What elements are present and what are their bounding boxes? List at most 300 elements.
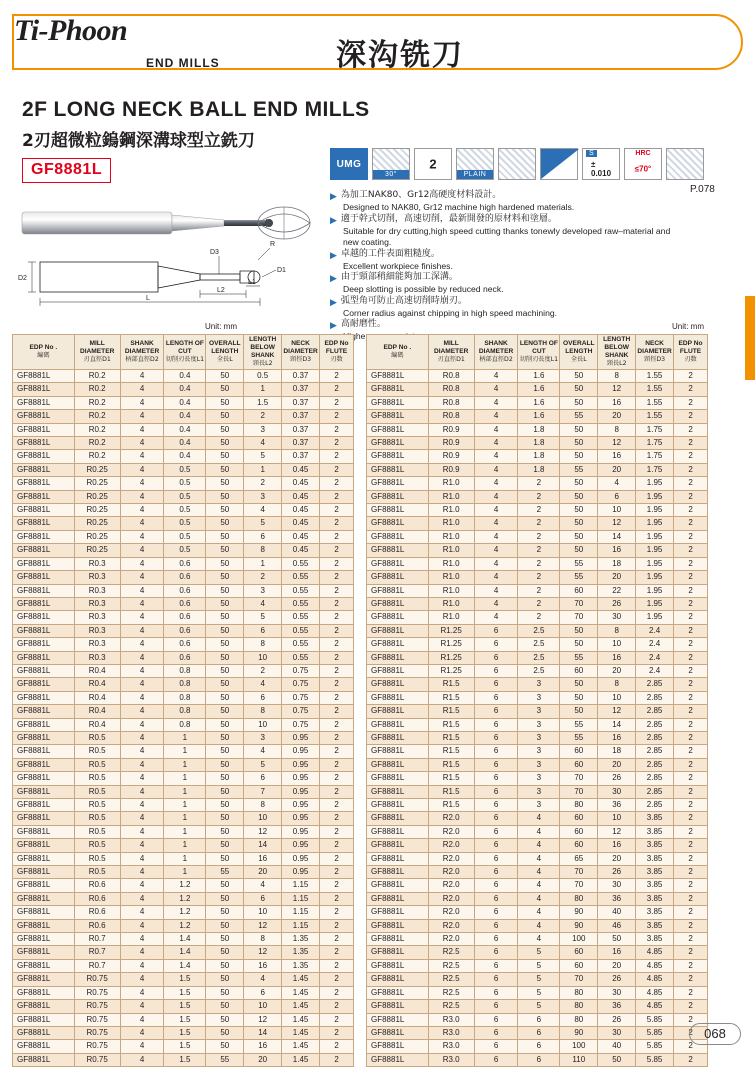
table-cell: 4	[120, 812, 164, 825]
table-cell: 1.8	[518, 423, 560, 436]
table-cell: 2	[674, 597, 708, 610]
th-mill-diameter: MILL DIAMETER 刃直徑D1	[428, 335, 474, 370]
table-cell: 2	[320, 959, 354, 972]
brand-title-chinese: 深沟铣刀	[336, 38, 464, 73]
table-cell: 2	[518, 490, 560, 503]
table-cell: 60	[560, 946, 598, 959]
table-cell: 5	[244, 611, 282, 624]
table-cell: R0.75	[74, 986, 120, 999]
table-cell: 6	[518, 1040, 560, 1053]
table-cell: 50	[206, 906, 244, 919]
table-cell: 0.45	[282, 504, 320, 517]
table-cell: 80	[560, 1013, 598, 1026]
dim-label-l1: L1	[248, 279, 256, 286]
table-cell: 4	[120, 664, 164, 677]
list-item	[330, 272, 682, 284]
table-cell: GF8881L	[367, 530, 429, 543]
table-cell: 1.75	[636, 450, 674, 463]
flute-count-icon-label: 2	[429, 156, 437, 172]
spec-icon-strip	[330, 148, 704, 180]
table-cell: 0.5	[164, 463, 206, 476]
table-cell: 2	[674, 410, 708, 423]
tolerance-icon-label: S	[586, 150, 597, 157]
table-cell: 16	[598, 839, 636, 852]
table-cell: 4	[518, 852, 560, 865]
table-cell: R0.5	[74, 758, 120, 771]
table-cell: 1.8	[518, 450, 560, 463]
table-cell: 0.5	[164, 517, 206, 530]
table-cell: 20	[598, 758, 636, 771]
table-cell: 50	[560, 383, 598, 396]
table-row	[367, 758, 708, 771]
unit-note-right: Unit: mm	[672, 322, 704, 331]
list-item	[330, 296, 682, 308]
long-neck-icon	[498, 148, 536, 180]
table-cell: GF8881L	[367, 678, 429, 691]
table-cell: 3.85	[636, 879, 674, 892]
table-cell: GF8881L	[13, 490, 75, 503]
table-cell: 3	[518, 785, 560, 798]
table-cell: 2.85	[636, 772, 674, 785]
table-cell: 16	[244, 959, 282, 972]
table-cell: GF8881L	[367, 1040, 429, 1053]
tool-drawing-svg	[14, 190, 314, 320]
table-cell: 0.6	[164, 638, 206, 651]
table-cell: 1.5	[164, 1026, 206, 1039]
table-cell: 4	[474, 437, 518, 450]
table-row	[13, 691, 354, 704]
table-cell: 2	[674, 370, 708, 383]
feature-text-en: Higher	[343, 331, 369, 341]
table-cell: 2	[320, 772, 354, 785]
table-cell: 4	[474, 410, 518, 423]
table-row	[367, 678, 708, 691]
table-cell: R0.2	[74, 383, 120, 396]
th-neck-diameter: NECK DIAMETER 頸徑D3	[282, 335, 320, 370]
table-cell: 50	[560, 530, 598, 543]
table-cell: 2	[674, 530, 708, 543]
table-cell: R0.3	[74, 651, 120, 664]
table-row	[13, 423, 354, 436]
unit-note-left: Unit: mm	[205, 322, 237, 331]
table-cell: GF8881L	[13, 1053, 75, 1066]
table-row	[367, 946, 708, 959]
table-cell: 4	[120, 718, 164, 731]
table-cell: 1.95	[636, 571, 674, 584]
table-cell: 80	[560, 986, 598, 999]
table-cell: 0.37	[282, 410, 320, 423]
table-cell: R3.0	[428, 1026, 474, 1039]
table-cell: 1.5	[244, 396, 282, 409]
table-cell: 4	[474, 597, 518, 610]
table-row	[367, 705, 708, 718]
table-cell: GF8881L	[367, 785, 429, 798]
table-cell: 2.85	[636, 799, 674, 812]
plain-shank-icon-label: PLAIN	[457, 170, 493, 179]
table-cell: 2	[674, 463, 708, 476]
table-cell: 2	[244, 410, 282, 423]
table-cell: 16	[598, 651, 636, 664]
table-cell: 4	[120, 678, 164, 691]
table-cell: 0.95	[282, 785, 320, 798]
table-cell: 20	[598, 571, 636, 584]
table-cell: 2	[518, 557, 560, 570]
table-cell: 6	[474, 1000, 518, 1013]
table-row	[13, 1026, 354, 1039]
table-cell: 0.95	[282, 825, 320, 838]
table-cell: 50	[206, 718, 244, 731]
table-cell: 2	[320, 423, 354, 436]
table-cell: R1.5	[428, 691, 474, 704]
table-cell: 6	[474, 651, 518, 664]
table-cell: 50	[560, 437, 598, 450]
table-cell: 8	[598, 678, 636, 691]
table-cell: R1.25	[428, 664, 474, 677]
table-cell: 1.35	[282, 946, 320, 959]
brand-subtitle: END MILLS	[146, 56, 220, 70]
table-cell: 1.95	[636, 490, 674, 503]
table-row	[367, 557, 708, 570]
table-cell: 5	[518, 959, 560, 972]
table-cell: 5	[518, 946, 560, 959]
dim-label-l2: L2	[217, 287, 225, 294]
table-cell: 1.95	[636, 504, 674, 517]
table-row	[367, 463, 708, 476]
table-cell: GF8881L	[367, 584, 429, 597]
table-row	[13, 437, 354, 450]
table-cell: 1.45	[282, 1026, 320, 1039]
table-cell: R2.0	[428, 892, 474, 905]
table-cell: 2.85	[636, 758, 674, 771]
table-cell: 1	[164, 839, 206, 852]
table-cell: 2	[320, 410, 354, 423]
table-cell: R2.0	[428, 852, 474, 865]
table-cell: 4	[120, 396, 164, 409]
table-cell: 3	[518, 772, 560, 785]
table-cell: 0.4	[164, 437, 206, 450]
table-cell: 4	[518, 866, 560, 879]
table-cell: 6	[244, 691, 282, 704]
table-cell: GF8881L	[13, 772, 75, 785]
table-cell: GF8881L	[13, 973, 75, 986]
table-cell: 50	[560, 490, 598, 503]
table-cell: R0.75	[74, 1013, 120, 1026]
table-cell: 4	[120, 745, 164, 758]
table-cell: R0.25	[74, 477, 120, 490]
table-cell: 3.85	[636, 812, 674, 825]
table-cell: 55	[560, 410, 598, 423]
table-cell: 55	[560, 731, 598, 744]
table-cell: 1	[244, 557, 282, 570]
table-cell: 30	[598, 1026, 636, 1039]
table-row	[13, 933, 354, 946]
table-cell: 50	[560, 678, 598, 691]
table-cell: 0.4	[164, 396, 206, 409]
table-cell: 6	[474, 919, 518, 932]
table-cell: 2	[518, 611, 560, 624]
table-cell: 50	[206, 423, 244, 436]
table-cell: R0.6	[74, 892, 120, 905]
table-cell: 2	[320, 785, 354, 798]
table-row	[367, 745, 708, 758]
table-cell: 8	[244, 705, 282, 718]
table-cell: 0.4	[164, 450, 206, 463]
table-cell: R2.0	[428, 906, 474, 919]
table-cell: 0.55	[282, 597, 320, 610]
table-row	[13, 973, 354, 986]
table-cell: GF8881L	[367, 973, 429, 986]
table-cell: 70	[560, 597, 598, 610]
table-cell: 1	[164, 758, 206, 771]
umg-icon	[330, 148, 368, 180]
table-cell: 10	[598, 812, 636, 825]
table-cell: GF8881L	[13, 638, 75, 651]
table-cell: R1.5	[428, 731, 474, 744]
table-cell: 14	[244, 1026, 282, 1039]
table-cell: 4	[244, 973, 282, 986]
feature-text-en: Deep slotting is possible by reduced neck.	[343, 284, 504, 294]
table-cell: 10	[244, 718, 282, 731]
table-cell: GF8881L	[367, 906, 429, 919]
table-cell: 4	[120, 799, 164, 812]
table-cell: GF8881L	[13, 423, 75, 436]
table-row	[13, 383, 354, 396]
table-cell: 2	[518, 477, 560, 490]
table-cell: 3	[518, 705, 560, 718]
table-cell: 10	[598, 638, 636, 651]
table-cell: 2	[518, 504, 560, 517]
table-cell: 2	[320, 986, 354, 999]
table-cell: GF8881L	[13, 1026, 75, 1039]
table-row	[13, 370, 354, 383]
table-cell: GF8881L	[13, 571, 75, 584]
table-row	[13, 1013, 354, 1026]
table-cell: 1.95	[636, 517, 674, 530]
table-cell: 6	[474, 1013, 518, 1026]
table-cell: GF8881L	[367, 772, 429, 785]
table-cell: GF8881L	[367, 611, 429, 624]
table-cell: 2	[320, 705, 354, 718]
table-cell: 3	[518, 731, 560, 744]
table-cell: R1.0	[428, 611, 474, 624]
table-cell: 2	[320, 624, 354, 637]
table-cell: 16	[598, 396, 636, 409]
page-header	[12, 14, 743, 73]
table-cell: 26	[598, 866, 636, 879]
table-cell: 1	[164, 866, 206, 879]
table-cell: GF8881L	[367, 866, 429, 879]
table-cell: 4	[120, 825, 164, 838]
table-cell: 2	[674, 946, 708, 959]
table-cell: 2	[320, 530, 354, 543]
table-cell: GF8881L	[13, 839, 75, 852]
table-cell: R1.0	[428, 490, 474, 503]
table-cell: 50	[206, 1000, 244, 1013]
table-cell: 2	[674, 504, 708, 517]
table-cell: R1.25	[428, 624, 474, 637]
table-cell: GF8881L	[13, 664, 75, 677]
table-cell: 10	[244, 1000, 282, 1013]
table-cell: 14	[598, 530, 636, 543]
table-row	[13, 785, 354, 798]
table-cell: 1.8	[518, 463, 560, 476]
table-cell: GF8881L	[13, 705, 75, 718]
table-cell: GF8881L	[367, 758, 429, 771]
table-cell: 6	[474, 624, 518, 637]
triangle-bullet-icon: ▶	[330, 191, 337, 201]
table-cell: GF8881L	[13, 1000, 75, 1013]
table-cell: R2.5	[428, 959, 474, 972]
table-row	[13, 584, 354, 597]
table-cell: 4	[120, 1000, 164, 1013]
table-cell: 60	[560, 664, 598, 677]
table-cell: R0.4	[74, 705, 120, 718]
table-row	[367, 973, 708, 986]
table-cell: 30	[598, 611, 636, 624]
table-cell: 50	[206, 396, 244, 409]
table-cell: 2	[674, 852, 708, 865]
helix-angle-icon	[372, 148, 410, 180]
list-item	[330, 319, 682, 331]
table-row	[13, 477, 354, 490]
table-cell: GF8881L	[367, 624, 429, 637]
table-row	[13, 946, 354, 959]
table-cell: 2	[320, 1000, 354, 1013]
dim-label-d1: D1	[277, 267, 286, 274]
table-cell: 4	[474, 396, 518, 409]
table-cell: GF8881L	[367, 664, 429, 677]
table-cell: R1.5	[428, 758, 474, 771]
table-cell: R0.3	[74, 571, 120, 584]
table-cell: GF8881L	[13, 611, 75, 624]
table-row	[13, 892, 354, 905]
table-cell: 14	[598, 718, 636, 731]
table-cell: 2	[320, 1026, 354, 1039]
table-cell: R0.9	[428, 463, 474, 476]
table-header-row	[367, 335, 708, 370]
table-cell: 2	[320, 490, 354, 503]
table-cell: GF8881L	[13, 597, 75, 610]
table-cell: 50	[206, 490, 244, 503]
helix-angle-icon-label: 30°	[373, 170, 409, 179]
table-cell: 1	[164, 745, 206, 758]
table-cell: 1.45	[282, 1040, 320, 1053]
table-cell: 20	[598, 959, 636, 972]
table-cell: R0.75	[74, 973, 120, 986]
feature-text-cn: 為加工NAK80、Gr12高硬度材料設計。	[340, 190, 502, 200]
table-cell: 0.37	[282, 383, 320, 396]
table-row	[367, 959, 708, 972]
table-cell: 1	[164, 772, 206, 785]
table-cell: 8	[244, 638, 282, 651]
table-cell: 2	[320, 463, 354, 476]
table-cell: 6	[518, 1026, 560, 1039]
table-cell: 22	[598, 584, 636, 597]
table-cell: 2	[674, 1026, 708, 1039]
table-cell: 4	[518, 839, 560, 852]
table-row	[13, 825, 354, 838]
table-cell: 50	[560, 638, 598, 651]
table-cell: 6	[474, 1026, 518, 1039]
table-cell: 2.5	[518, 624, 560, 637]
table-cell: 6	[244, 892, 282, 905]
table-cell: R0.25	[74, 490, 120, 503]
table-cell: R2.5	[428, 946, 474, 959]
table-cell: R1.5	[428, 785, 474, 798]
table-cell: 2	[674, 691, 708, 704]
table-cell: GF8881L	[367, 933, 429, 946]
table-cell: 2	[320, 450, 354, 463]
table-cell: R0.75	[74, 1000, 120, 1013]
table-cell: GF8881L	[13, 906, 75, 919]
table-cell: 5	[244, 450, 282, 463]
table-cell: 50	[206, 892, 244, 905]
table-cell: 2	[320, 396, 354, 409]
table-cell: 10	[244, 906, 282, 919]
table-cell: 3.85	[636, 866, 674, 879]
table-cell: 2	[320, 517, 354, 530]
table-row	[13, 1053, 354, 1066]
table-cell: GF8881L	[367, 1000, 429, 1013]
table-cell: 55	[560, 557, 598, 570]
table-cell: 4.85	[636, 1000, 674, 1013]
table-row	[367, 477, 708, 490]
table-cell: 2	[320, 1040, 354, 1053]
table-cell: 4	[120, 866, 164, 879]
table-cell: 0.8	[164, 691, 206, 704]
table-cell: R2.5	[428, 986, 474, 999]
table-cell: R0.3	[74, 611, 120, 624]
table-cell: GF8881L	[13, 919, 75, 932]
table-cell: GF8881L	[367, 544, 429, 557]
table-cell: 50	[206, 557, 244, 570]
table-cell: R0.6	[74, 906, 120, 919]
table-cell: 4	[474, 423, 518, 436]
table-row	[13, 410, 354, 423]
table-cell: 2	[518, 597, 560, 610]
table-cell: 50	[206, 1026, 244, 1039]
table-row	[13, 517, 354, 530]
table-cell: 2	[244, 571, 282, 584]
table-cell: GF8881L	[13, 986, 75, 999]
tolerance-icon	[582, 148, 620, 180]
table-cell: GF8881L	[367, 852, 429, 865]
table-cell: 0.45	[282, 544, 320, 557]
table-cell: 50	[206, 611, 244, 624]
table-cell: 2	[518, 584, 560, 597]
table-cell: GF8881L	[13, 437, 75, 450]
table-cell: 2	[320, 1013, 354, 1026]
th-length-below-shank: LENGTH BELOW SHANK 頸長L2	[244, 335, 282, 370]
table-row	[13, 544, 354, 557]
list-item	[330, 190, 682, 202]
table-row	[367, 825, 708, 838]
spec-table-right	[366, 334, 708, 1067]
table-cell: 60	[560, 812, 598, 825]
table-cell: R1.0	[428, 477, 474, 490]
table-cell: 6	[474, 799, 518, 812]
table-cell: GF8881L	[13, 879, 75, 892]
table-cell: GF8881L	[367, 919, 429, 932]
table-cell: 6	[474, 892, 518, 905]
table-cell: 4	[474, 611, 518, 624]
table-cell: 100	[560, 933, 598, 946]
table-cell: 4	[518, 825, 560, 838]
table-cell: 70	[560, 611, 598, 624]
table-cell: 2	[320, 477, 354, 490]
table-cell: 2	[320, 437, 354, 450]
table-cell: 1.6	[518, 396, 560, 409]
